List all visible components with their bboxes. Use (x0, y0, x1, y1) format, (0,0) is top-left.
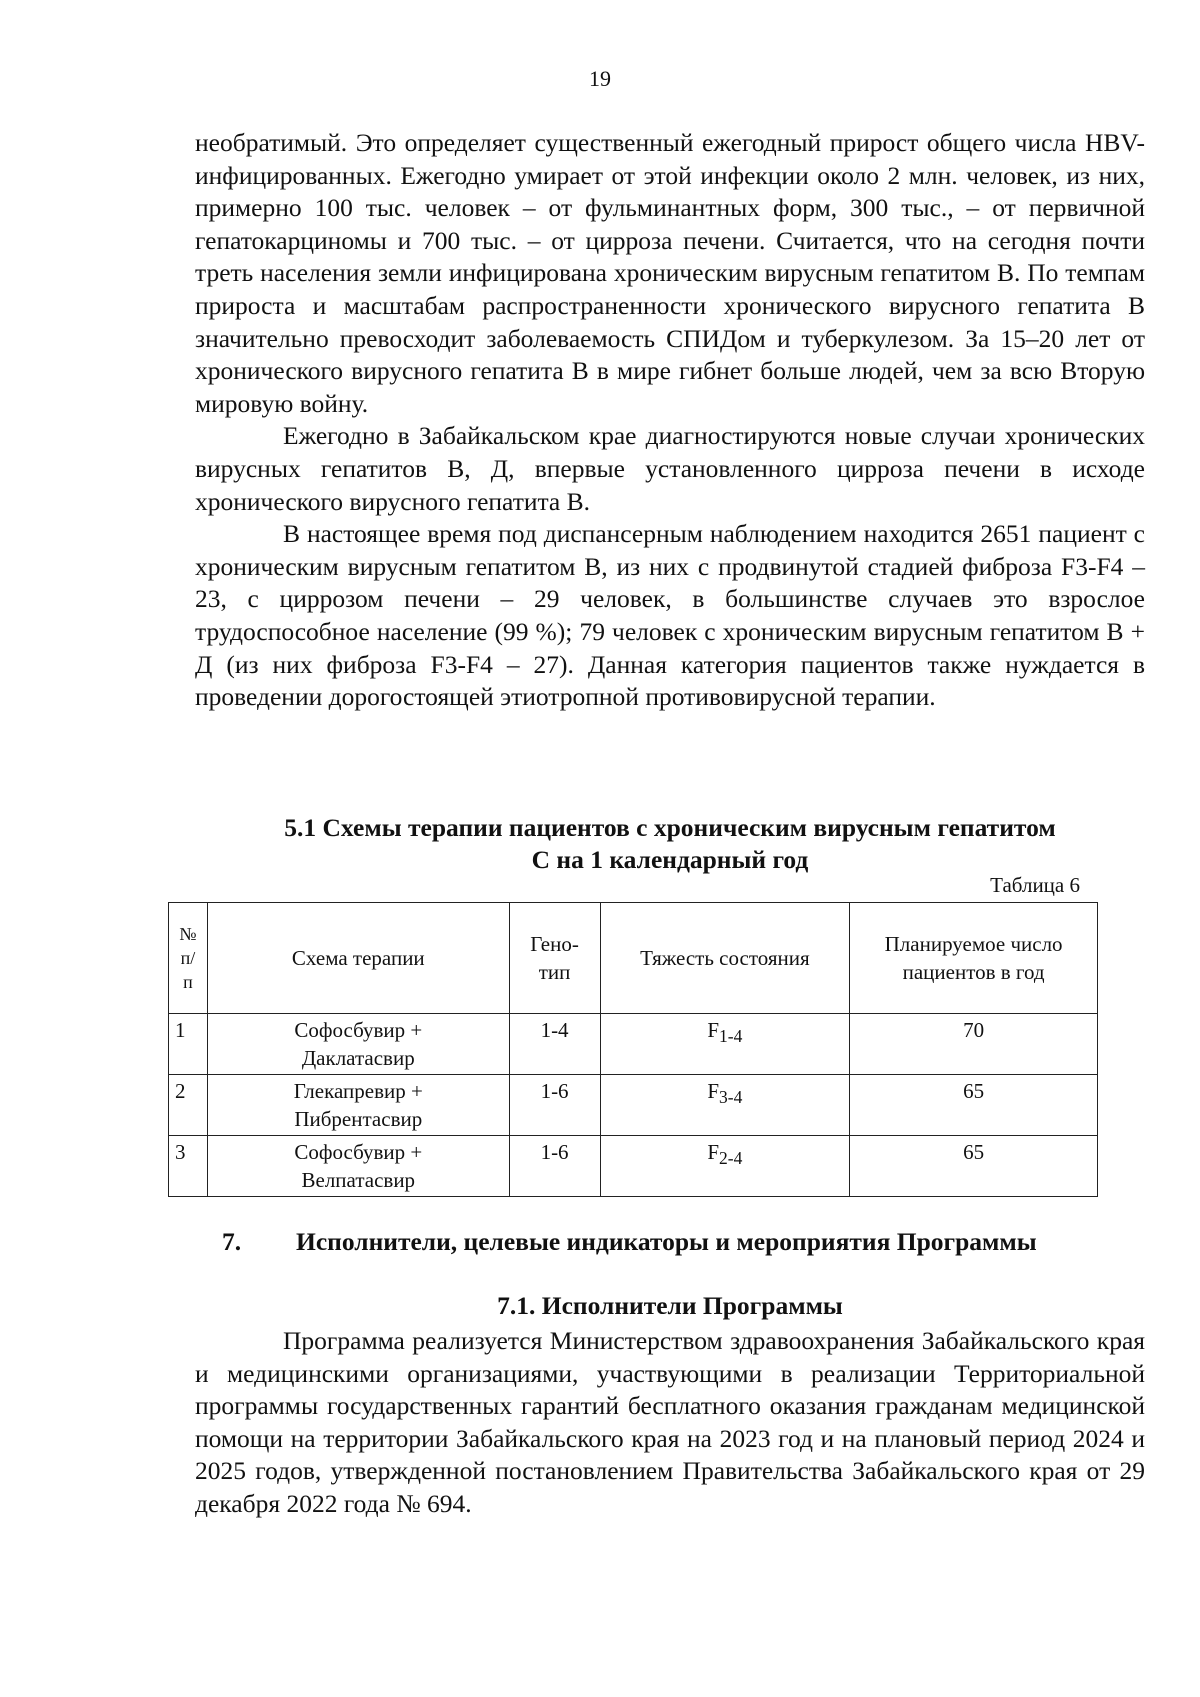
page-number: 19 (589, 66, 611, 91)
header-number-l3: п (183, 972, 193, 992)
table-row (169, 1014, 1098, 1075)
row-genotype: 1-6 (509, 1075, 600, 1136)
header-genotype (509, 903, 600, 1014)
table-row (169, 1075, 1098, 1136)
row-scheme-l1: Глекапревир + (293, 1079, 423, 1103)
row-genotype: 1-4 (509, 1014, 600, 1075)
row-severity-sub: 1-4 (719, 1026, 743, 1047)
row-scheme-l2: Велпатасвир (301, 1168, 416, 1192)
row-severity-base: F (707, 1079, 720, 1103)
paragraph-dispensary: В настоящее время под диспансерным наблюдением находится 2651 пациент с хроническим вирусным гепатитом В, из них с продвинутой стадией фиброза F3-F4 – 23, с циррозом печени – 29 человек, в большинстве случаев это взрослое трудоспособное население (99 %); 79 человек с хроническим вирусным гепатитом В + Д (из них фиброза F3-F4 – 27). Данная категория пациентов также нуждается в проведении дорогостоящей этиотропной противовирусной терапии. (195, 519, 1145, 712)
row-severity-base: F (707, 1018, 720, 1042)
row-genotype: 1-6 (509, 1136, 600, 1197)
row-scheme (207, 1136, 509, 1197)
header-number-l2: п/ (180, 948, 196, 968)
section-7-number: 7. (222, 1227, 242, 1256)
header-number-l1: № (179, 924, 197, 944)
row-scheme-l2: Пибрентасвир (294, 1107, 423, 1131)
row-severity (600, 1014, 850, 1075)
body-text-bottom (195, 1325, 1145, 1521)
row-number: 2 (169, 1075, 208, 1136)
row-severity (600, 1136, 850, 1197)
header-planned-l1: Планируемое число (884, 932, 1063, 956)
body-text-top (195, 127, 1145, 714)
row-scheme (207, 1075, 509, 1136)
table-heading-line2: С на 1 календарный год (531, 845, 809, 874)
row-planned: 70 (850, 1014, 1098, 1075)
header-severity: Тяжесть состояния (600, 903, 850, 1014)
table-row (169, 1136, 1098, 1197)
therapy-schemes-table (168, 902, 1098, 1197)
row-scheme (207, 1014, 509, 1075)
row-severity (600, 1075, 850, 1136)
subsection-7-1-heading: 7.1. Исполнители Программы (497, 1291, 843, 1320)
row-scheme-l1: Софосбувир + (294, 1140, 423, 1164)
table-header-row (169, 903, 1098, 1014)
row-severity-sub: 2-4 (719, 1148, 743, 1169)
header-genotype-l1: Гено- (530, 932, 579, 956)
table-label: Таблица 6 (990, 873, 1080, 897)
header-planned-l2: пациентов в год (902, 960, 1045, 984)
table-heading-line1: 5.1 Схемы терапии пациентов с хроническим вирусным гепатитом (284, 813, 1056, 842)
row-severity-base: F (707, 1140, 720, 1164)
row-planned: 65 (850, 1136, 1098, 1197)
header-scheme: Схема терапии (207, 903, 509, 1014)
header-planned (850, 903, 1098, 1014)
row-scheme-l1: Софосбувир + (294, 1018, 423, 1042)
row-scheme-l2: Даклатасвир (301, 1046, 415, 1070)
row-number: 1 (169, 1014, 208, 1075)
header-number (169, 903, 208, 1014)
paragraph-program-executors: Программа реализуется Министерством здравоохранения Забайкальского края и медицинскими организациями, участвующими в реализации Территориальной программы государственных гарантий бесплатного оказания гражданам медицинской помощи на территории Забайкальского края на 2023 год и на плановый период 2024 и 2025 годов, утвержденной постановлением Правительства Забайкальского края от 29 декабря 2022 года № 694. (195, 1326, 1145, 1518)
header-genotype-l2: тип (538, 960, 571, 984)
table-section-heading (195, 812, 1145, 876)
section-7-title: Исполнители, целевые индикаторы и мероприятия Программы (296, 1227, 1037, 1256)
paragraph-zabaikalsky-cases: Ежегодно в Забайкальском крае диагностируются новые случаи хронических вирусных гепатитов В, Д, впервые установленного цирроза печени в исходе хронического вирусного гепатита В. (195, 421, 1145, 516)
paragraph-hbv-intro: необратимый. Это определяет существенный ежегодный прирост общего числа HBV-инфицированных. Ежегодно умирает от этой инфекции около 2 млн. человек, из них, примерно 100 тыс. человек – от фульминантных форм, 300 тыс., – от первичной гепатокарциномы и 700 тыс. – от цирроза печени. Считается, что на сегодня почти треть населения земли инфицирована хроническим вирусным гепатитом В. По темпам прироста и масштабам распространенности хронического вирусного гепатита В значительно превосходит заболеваемость СПИДом и туберкулезом. За 15–20 лет от хронического вирусного гепатита В в мире гибнет больше людей, чем за всю Вторую мировую войну. (195, 128, 1145, 418)
row-severity-sub: 3-4 (719, 1087, 743, 1108)
row-number: 3 (169, 1136, 208, 1197)
row-planned: 65 (850, 1075, 1098, 1136)
